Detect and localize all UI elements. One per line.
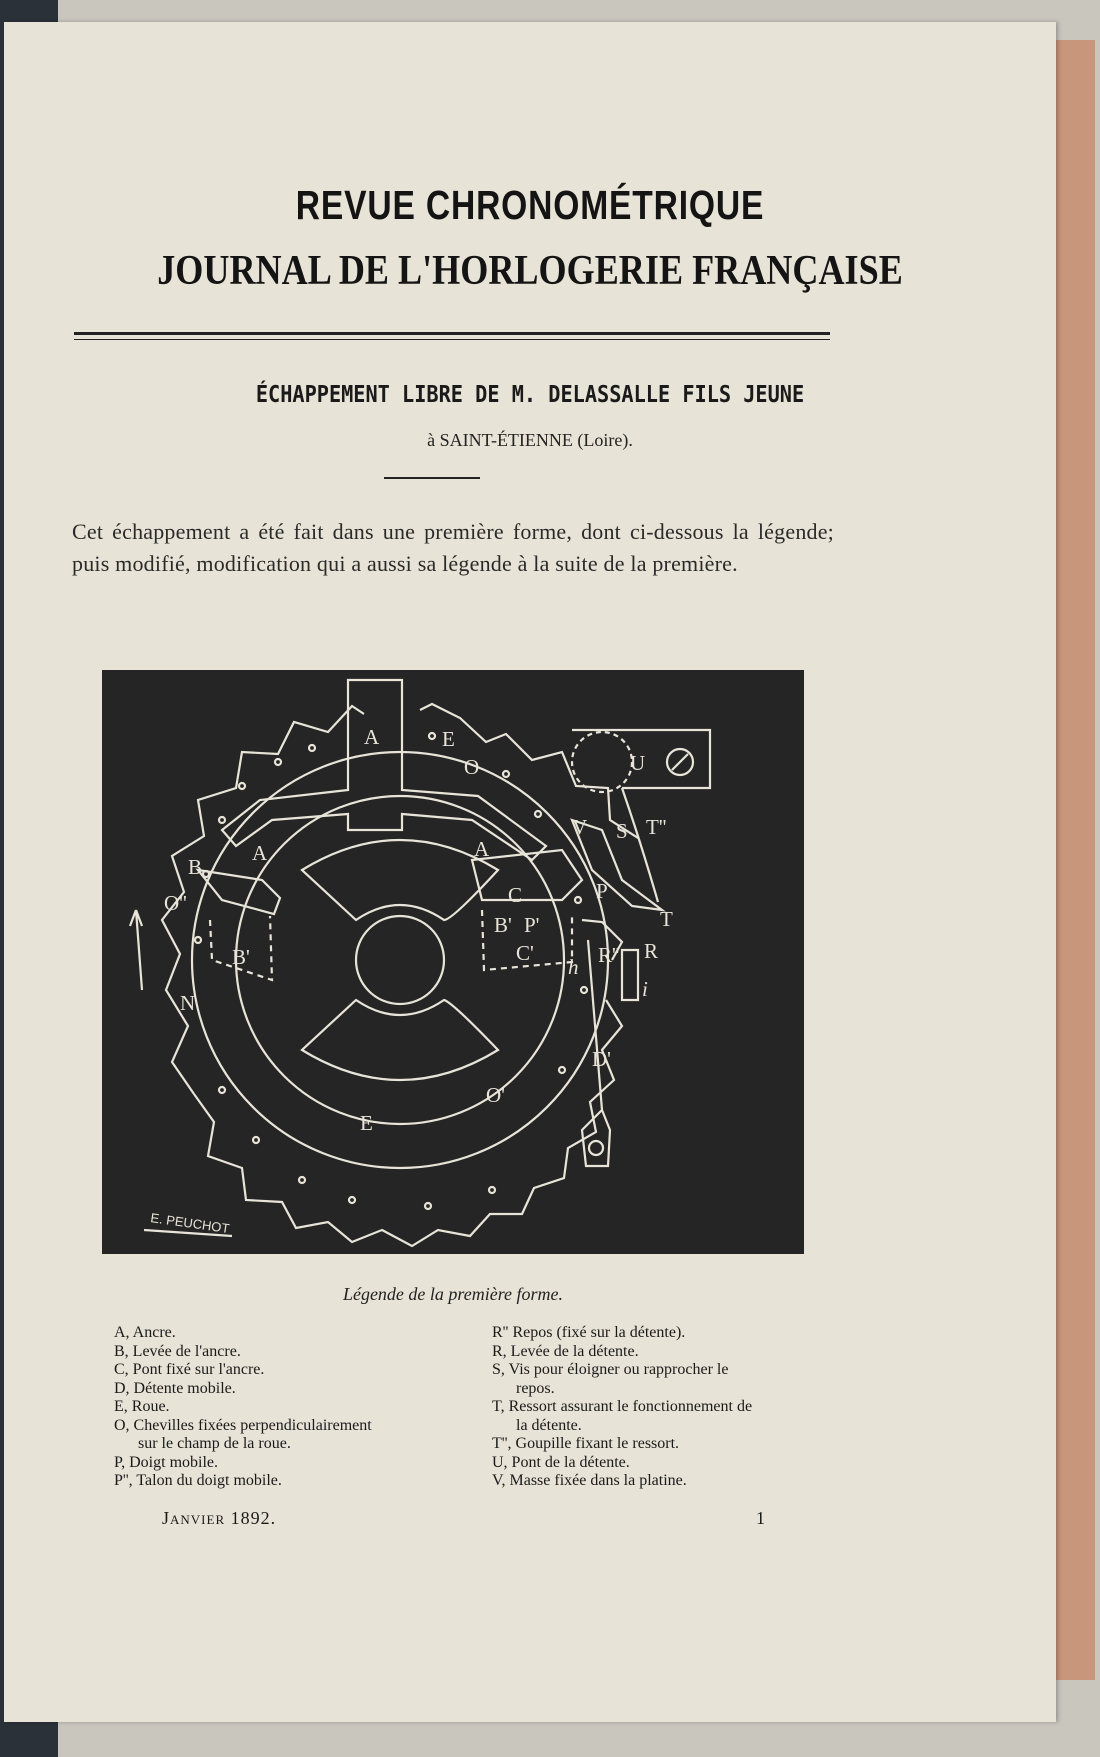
header-rule-thick — [74, 332, 830, 335]
legend-item: P, Doigt mobile. — [114, 1453, 219, 1471]
label-U: U — [630, 751, 646, 775]
label-E-top: E — [442, 727, 455, 751]
label-C: C — [508, 883, 523, 907]
label-O3-bottom: O' — [486, 1083, 505, 1107]
label-i: i — [642, 977, 648, 1001]
direction-arrow — [130, 910, 142, 990]
label-B1-left: B' — [232, 945, 250, 969]
wheel-inner-rim — [236, 796, 564, 1124]
label-A-left: A — [252, 841, 268, 865]
article-title: ÉCHAPPEMENT LIBRE DE M. DELASSALLE FILS JEUNE — [255, 382, 805, 408]
escapement-drawing — [102, 670, 804, 1254]
label-A-right: A — [474, 837, 490, 861]
legend-item: T, Ressort assurant le fonctionnement de — [492, 1398, 753, 1415]
wheel-teeth — [162, 704, 638, 1094]
legend-item: O, Chevilles fixées perpendiculairement — [114, 1416, 372, 1434]
escapement-figure — [102, 670, 804, 1254]
legend-right-column — [492, 1324, 834, 1491]
label-A-top: A — [364, 725, 380, 749]
legend-item: V, Masse fixée dans la platine. — [492, 1472, 687, 1489]
label-B-left: B — [188, 855, 203, 879]
issue-date: Janvier 1892. — [162, 1508, 277, 1528]
anchor-stem — [222, 680, 546, 860]
legend-item: E, Roue. — [114, 1398, 170, 1415]
legend-item: T'', Goupille fixant le ressort. — [492, 1435, 680, 1452]
figure-signature: E. PEUCHOT — [149, 1210, 231, 1237]
label-R2: R'' — [598, 943, 620, 967]
article-subtitle: à SAINT-ÉTIENNE (Loire). — [427, 430, 633, 450]
label-B1-right: B' — [494, 913, 512, 937]
legend-item: D, Détente mobile. — [114, 1379, 236, 1397]
label-O-top: O — [464, 755, 480, 779]
header-rule-thin — [74, 339, 830, 340]
wheel-hub — [356, 916, 444, 1004]
legend-item: B, Levée de l'ancre. — [114, 1342, 241, 1360]
label-T: T — [660, 907, 673, 931]
label-T2: T'' — [646, 815, 667, 839]
legend-caption: Légende de la première forme. — [342, 1284, 564, 1304]
wheel-crossing-bottom — [302, 1000, 498, 1080]
legend-item: C, Pont fixé sur l'ancre. — [114, 1361, 265, 1378]
detent-bridge-circle — [572, 732, 632, 792]
detent-pin — [622, 950, 638, 1000]
page-edge — [1055, 40, 1095, 1680]
label-P: P — [596, 879, 608, 903]
legend-item: R, Levée de la détente. — [492, 1342, 639, 1360]
label-h: h — [568, 955, 579, 979]
label-N: N — [180, 991, 196, 1015]
legend-item: S, Vis pour éloigner ou rapprocher le — [492, 1361, 729, 1378]
legend-item: U, Pont de la détente. — [492, 1453, 630, 1471]
legend-item-continuation: sur le champ de la roue. — [138, 1435, 291, 1452]
legend-item-continuation: repos. — [516, 1379, 555, 1397]
label-R: R — [644, 939, 659, 963]
label-E-bottom: E — [360, 1111, 373, 1135]
document-page — [4, 22, 1056, 1722]
label-P1: P' — [524, 913, 540, 937]
label-C1: C' — [516, 941, 534, 965]
journal-subtitle: JOURNAL DE L'HORLOGERIE FRANÇAISE — [157, 248, 903, 294]
detent-lower-screw — [589, 1141, 603, 1155]
legend-item: A, Ancre. — [114, 1324, 176, 1341]
title-rule — [384, 477, 480, 479]
legend-item-continuation: la détente. — [516, 1416, 582, 1434]
label-D1: D' — [592, 1047, 611, 1071]
wheel-crossing-top — [302, 840, 498, 920]
label-O2-left: O'' — [164, 891, 187, 915]
legend-left-column — [114, 1324, 494, 1491]
label-V: V — [572, 815, 588, 839]
label-S: S — [616, 819, 628, 843]
intro-paragraph: Cet échappement a été fait dans une première forme, dont ci-dessous la légende; puis modifié, modification qui a aussi sa légende à la suite de la première. — [72, 519, 834, 576]
wheel-rim — [192, 752, 608, 1168]
journal-title: REVUE CHRONOMÉTRIQUE — [295, 182, 765, 228]
legend-item: P'', Talon du doigt mobile. — [114, 1472, 282, 1489]
legend-item: R'' Repos (fixé sur la détente). — [492, 1324, 686, 1341]
page-number: 1 — [756, 1508, 765, 1528]
